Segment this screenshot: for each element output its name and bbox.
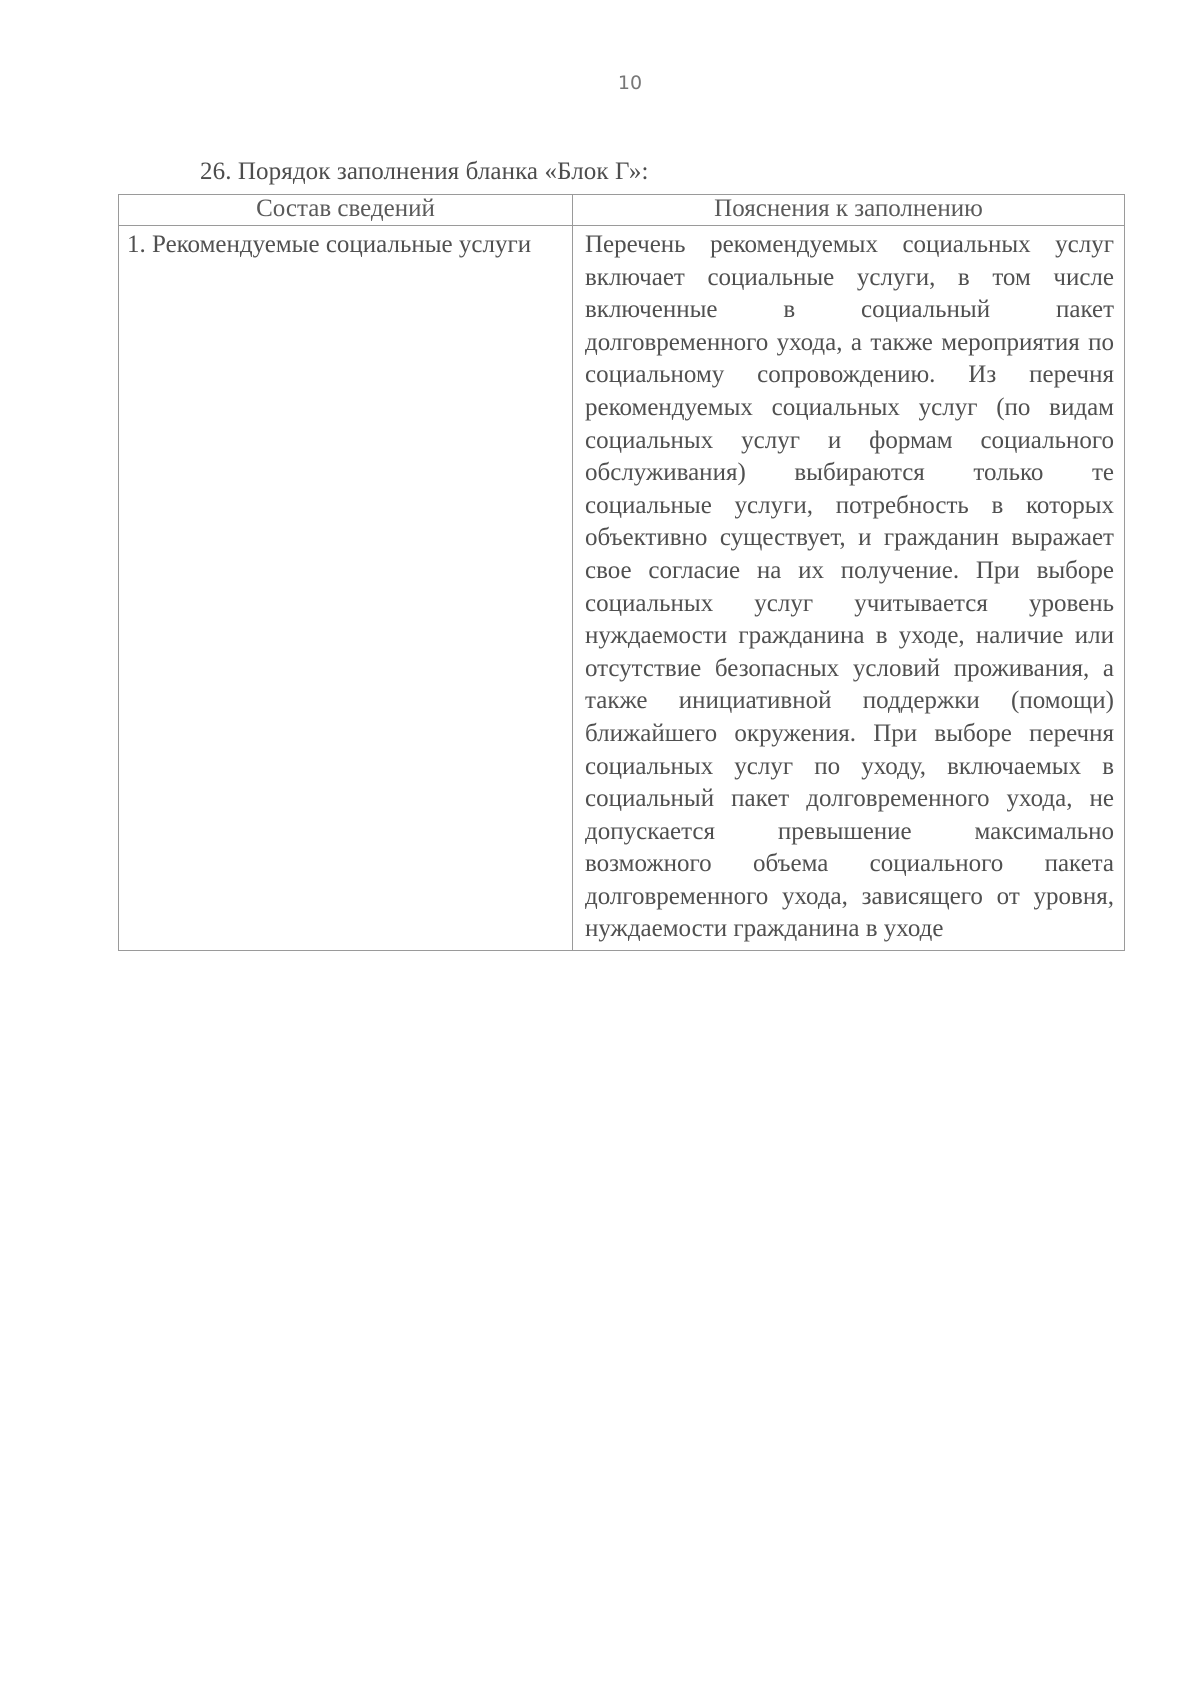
header-explanation: Пояснения к заполнению bbox=[573, 195, 1125, 226]
page-number: 10 bbox=[617, 72, 643, 94]
row-item-cell: 1. Рекомендуемые социальные услуги bbox=[119, 226, 573, 951]
table-row bbox=[119, 226, 1125, 951]
table-header-row bbox=[119, 195, 1125, 226]
filling-instructions-table bbox=[118, 194, 1125, 951]
section-title: 26. Порядок заполнения бланка «Блок Г»: bbox=[200, 158, 649, 185]
header-composition: Состав сведений bbox=[119, 195, 573, 226]
row-explanation-cell: Перечень рекомендуемых социальных услуг включает социальные услуги, в том числе включенные в социальный пакет долговременного ухода, а также мероприятия по социальному сопровождению. Из перечня рекомендуемых социальных услуг (по видам социальных услуг и формам социального обслуживания) выбираются только те социальные услуги, потребность в которых объективно существует, и гражданин выражает свое согласие на их получение. При выборе социальных услуг учитывается уровень нуждаемости гражданина в уходе, наличие или отсутствие безопасных условий проживания, а также инициативной поддержки (помощи) ближайшего окружения. При выборе перечня социальных услуг по уходу, включаемых в социальный пакет долговременного ухода, не допускается превышение максимально возможного объема социального пакета долговременного ухода, зависящего от уровня, нуждаемости гражданина в уходе bbox=[573, 226, 1125, 951]
